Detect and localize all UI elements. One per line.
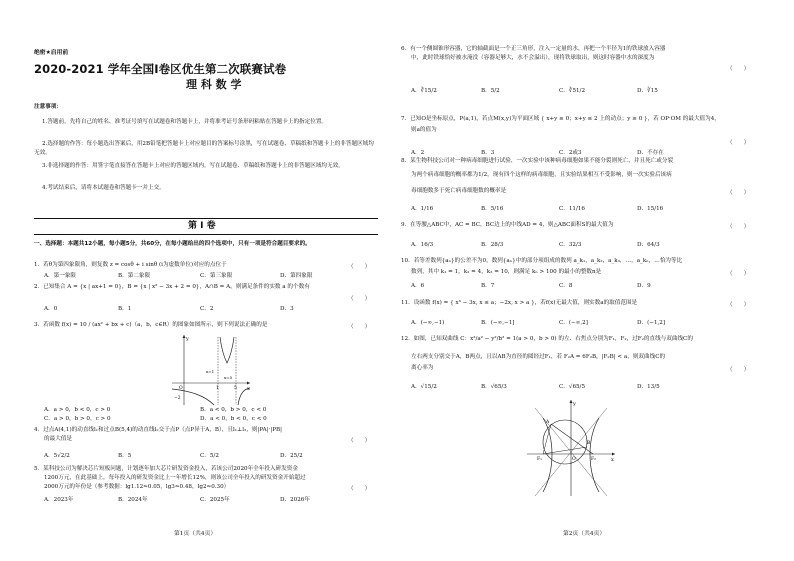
q12-option-b: B．√65/3	[481, 384, 507, 390]
q3-label-5: 5	[234, 386, 237, 391]
notice-4: 4.考试结束后，请将本试题卷和答题卡一并上交。	[42, 185, 165, 191]
q12-line-f1b	[543, 447, 587, 454]
section-divider	[34, 218, 378, 219]
q1-option-d: D．第四象限	[280, 273, 313, 279]
q6-option-a: A．∛15/2	[411, 88, 437, 94]
q12-option-a: A．√15/2	[411, 384, 437, 390]
q3-option-a: A．a > 0，b < 0，c > 0	[44, 407, 111, 413]
q3-label-neg2: −2	[174, 396, 181, 401]
q3-label-origin: O	[179, 386, 183, 391]
q3-function-graph	[170, 333, 252, 407]
q5-option-a: A．2023年	[44, 497, 74, 503]
q12-stem-line1: 12．如图，已知双曲线 C：x²/a² − y²/b² = 1(a > 0，b > 0) 的左、右焦点分别为F₁，F₂，过F₂的直线与双曲线C的	[401, 336, 693, 342]
q12-label-x: x	[611, 457, 614, 463]
q4-answer-paren: （ ）	[348, 438, 371, 444]
section-divider-2	[34, 234, 378, 235]
q8-stem-line1: 8．某生物科技公司对一种病毒细胞进行试验，一次实验中该种病毒细胞如果不能分裂则死亡，并且死亡或分裂	[401, 158, 674, 164]
q3-label-y: y	[186, 336, 189, 342]
q3-label-x5: x=5	[224, 375, 233, 380]
q9-answer-paren: （ ）	[727, 224, 750, 230]
q10-option-c: C．8	[559, 283, 573, 289]
q6-option-c: C．∛51/2	[559, 88, 585, 94]
q9-option-d: D．64/3	[637, 242, 660, 248]
exam-subtitle: 理 科 数 学	[186, 78, 242, 91]
q5-stem-line1: 5．某科技公司为解决芯片短板问题，计划逐年加大芯片研发资金投入，若该公司2020年全年投入研发资金	[34, 466, 298, 472]
q4-option-b: B．5	[118, 453, 132, 459]
q8-option-c: C．11/16	[559, 206, 585, 212]
q1-option-b: B．第二象限	[118, 273, 151, 279]
q2-option-a: A．0	[44, 306, 58, 312]
confidential-mark: 绝密★启用前	[34, 50, 69, 56]
section-title: 第 Ⅰ 卷	[188, 221, 216, 231]
q3-label-x1: x=1	[206, 369, 215, 374]
notice-1: 1.答题前，先将自己的姓名、准考证号填写在试题卷和答题卡上，并将准考证号条形码粘贴在答题卡上的指定位置。	[42, 119, 328, 125]
q2-option-c: C．2	[200, 306, 214, 312]
q4-option-a: A．5√2/2	[44, 453, 70, 459]
q10-option-d: D．9	[637, 283, 651, 289]
q5-stem-line3: 2000万元的年份是（参考数据：lg1.12≈0.05，lg3≈0.48，lg2≈0.30）	[44, 484, 230, 490]
q8-stem-line3: 毒细胞数多于死亡病毒细胞数的概率是	[411, 188, 507, 194]
q12-label-f2: F₂	[591, 457, 596, 462]
exam-title: 2020-2021 学年全国Ⅰ卷区优生第二次联赛试卷	[34, 62, 287, 76]
q12-option-c: C．√65/5	[559, 384, 585, 390]
q8-answer-paren: （ ）	[727, 190, 750, 196]
q3-stem: 3．若函数 f(x) = 10 / (ax² + bx + c)（a，b，c∈R）的图象如图所示，则下列说法正确的是	[34, 322, 268, 328]
q7-option-d: D．不存在	[637, 150, 664, 156]
q12-line-f1a	[543, 424, 551, 454]
notice-2: 2.选择题的作答：每小题选出答案后，用2B铅笔把答题卡上对应题目的答案标号涂黑，写在试题卷、草稿纸和答题卡上的非答题区域均无效。	[34, 141, 374, 156]
q7-option-c: C．2或3	[559, 150, 582, 156]
q8-option-a: A．1/16	[411, 206, 434, 212]
q3-curve-middle	[220, 337, 234, 363]
q12-answer-paren: （ ）	[727, 367, 750, 373]
page-footer-1: 第1页（共4页）	[174, 531, 217, 537]
q2-option-b: B．1	[118, 306, 132, 312]
q4-stem-line1: 4．过点A(4,1)的动直线l₁和过点B(5,4)的动直线l₂交于点P（点P异于A，B），且l₁⊥l₂，则|PA|·|PB|	[34, 427, 283, 433]
q1-answer-paren: （ ）	[348, 264, 371, 270]
q3-answer-paren: （ ）	[348, 324, 371, 330]
q7-option-b: B．3	[481, 150, 495, 156]
q6-option-b: B．5/2	[481, 88, 500, 94]
q6-option-d: D．∛15	[637, 88, 658, 94]
exam-page-2	[397, 0, 794, 561]
q11-answer-paren: （ ）	[727, 302, 750, 308]
q8-stem-line2: 为两个病毒细胞的概率都为1/2，现有四个这样的病毒细胞，且实验结果相互不受影响，则一次实验后该病	[411, 172, 672, 178]
q3-option-d: D．a < 0，b < 0，c < 0	[200, 416, 267, 422]
q4-stem-line2: 的最大值是	[44, 436, 72, 442]
q4-option-d: D．25/2	[280, 453, 303, 459]
q11-option-a: A．(−∞,−1)	[411, 320, 445, 326]
q11-option-c: C．(−∞,2]	[559, 320, 588, 326]
q12-option-d: D．13/5	[637, 384, 660, 390]
q9-stem: 9．在等腰△ABC中，AC = BC，BC边上的中线AD = 4，则△ABC面积S的最大值为	[401, 222, 614, 228]
page-footer-2: 第2页（共4页）	[563, 531, 606, 537]
q12-stem-line2: 左右两支分别交于A，B两点，且以AB为直径的圆经过F₁，若 F₂A = 6F₂B，|F₂B| < a，则双曲线C的	[411, 354, 666, 360]
q6-stem-line1: 6．有一个侧圆锥形容器，它的轴截面是一个正三角形，注入一定量的水，再把一个半径为1的铁球放入容器	[401, 46, 666, 52]
q8-option-b: B．5/16	[481, 206, 504, 212]
q11-stem: 11．设函数 f(x) = { x³ − 3x, x ≤ a；−2x, x > a }，若f(x)无最大值，则实数a的取值范围是	[401, 300, 638, 306]
q10-option-b: B．7	[481, 283, 495, 289]
q12-label-a: A	[546, 420, 550, 425]
q5-option-b: B．2024年	[118, 497, 148, 503]
q12-circle	[543, 420, 587, 464]
q10-stem-line2: 数列，其中 k₁ = 1，k₂ = 4，k₃ = 10，则满足 kₙ > 100 的最小的整数n是	[411, 269, 602, 275]
q3-option-b: B．a < 0，b > 0，c < 0	[200, 407, 267, 413]
q9-option-c: C．32/3	[559, 242, 582, 248]
q8-option-d: D．15/16	[637, 206, 664, 212]
q10-option-a: A．6	[411, 283, 425, 289]
q4-option-c: C．5/2	[200, 453, 219, 459]
q2-stem: 2．已知集合 A = {x | ax+1 = 0}，B = {x | x² − 3x + 2 = 0}，A∩B = A，则满足条件的实数 a 的个数有	[34, 284, 310, 290]
q12-stem-line3: 离心率为	[411, 365, 434, 371]
q7-stem-line2: 则a的值为	[411, 127, 437, 133]
q7-stem: 7．已知O是坐标原点，P(a,1)，若点M(x,y)为平面区域 { x+y ≥ 0；x+y ≤ 2 上的动点；y ≥ 0 }，若 OP·OM 的最大值为4，	[401, 116, 720, 122]
q11-option-b: B．(−∞,−1]	[481, 320, 515, 326]
q1-stem: 1．若θ为第四象限角，则复数 z = cosθ + i sinθ (i为虚数单位)对应的点位于	[34, 262, 227, 268]
q5-option-d: D．2026年	[280, 497, 310, 503]
q12-label-b: B	[587, 441, 591, 446]
q1-option-c: C．第三象限	[200, 273, 233, 279]
section-instruction: 一、选择题：本题共12小题，每小题5分，共60分，在每小题给出的四个选项中，只有一项是符合题目要求的。	[34, 241, 311, 247]
q5-stem-line2: 1200万元，在此基础上，每年投入的研发资金比上一年增长12%，则该公司全年投入的研发资金开始超过	[44, 475, 306, 481]
notice-heading: 注意事项：	[34, 104, 62, 110]
q3-label-1: 1	[216, 386, 219, 391]
q3-label-x: x	[247, 386, 250, 392]
q11-option-d: D．(−1,2]	[637, 320, 666, 326]
notice-3: 3.非选择题的作答：用签字笔直接答在答题卡上对应的答题区域内。写在试题卷、草稿纸和答题卡上的非答题区域均无效。	[42, 163, 344, 169]
q5-answer-paren: （ ）	[348, 486, 371, 492]
q1-option-a: A．第一象限	[44, 273, 77, 279]
q3-option-c: C．a > 0，b > 0，c > 0	[44, 416, 111, 422]
q12-label-origin: O	[572, 457, 576, 462]
q10-stem-line1: 10．若等差数列{aₙ}的公差不为0，数列{aₙ}中的部分项组成的数列 a_k₁，a_k₂，a_k₃，…，a_kₙ，…恰为等比	[401, 258, 683, 264]
q12-label-y: y	[573, 401, 576, 407]
q2-option-d: D．3	[280, 306, 294, 312]
q6-stem-line2: 中，此时铁球恰好被水淹没（容器足够大，水不会溢出），现将铁球取出，则这时容器中水的深度为	[411, 55, 655, 61]
q12-hyperbola-graph	[525, 398, 617, 498]
q2-answer-paren: （ ）	[348, 296, 371, 302]
q7-answer-paren: （ ）	[727, 140, 750, 146]
q7-option-a: A．2	[411, 150, 425, 156]
q10-answer-paren: （ ）	[727, 271, 750, 277]
q12-label-f1: F₁	[537, 457, 542, 462]
q6-answer-paren: （ ）	[727, 66, 750, 72]
q9-option-a: A．16/3	[411, 242, 434, 248]
q12-right-branch	[590, 418, 599, 492]
q5-option-c: C．2025年	[200, 497, 230, 503]
q9-option-b: B．28/3	[481, 242, 504, 248]
